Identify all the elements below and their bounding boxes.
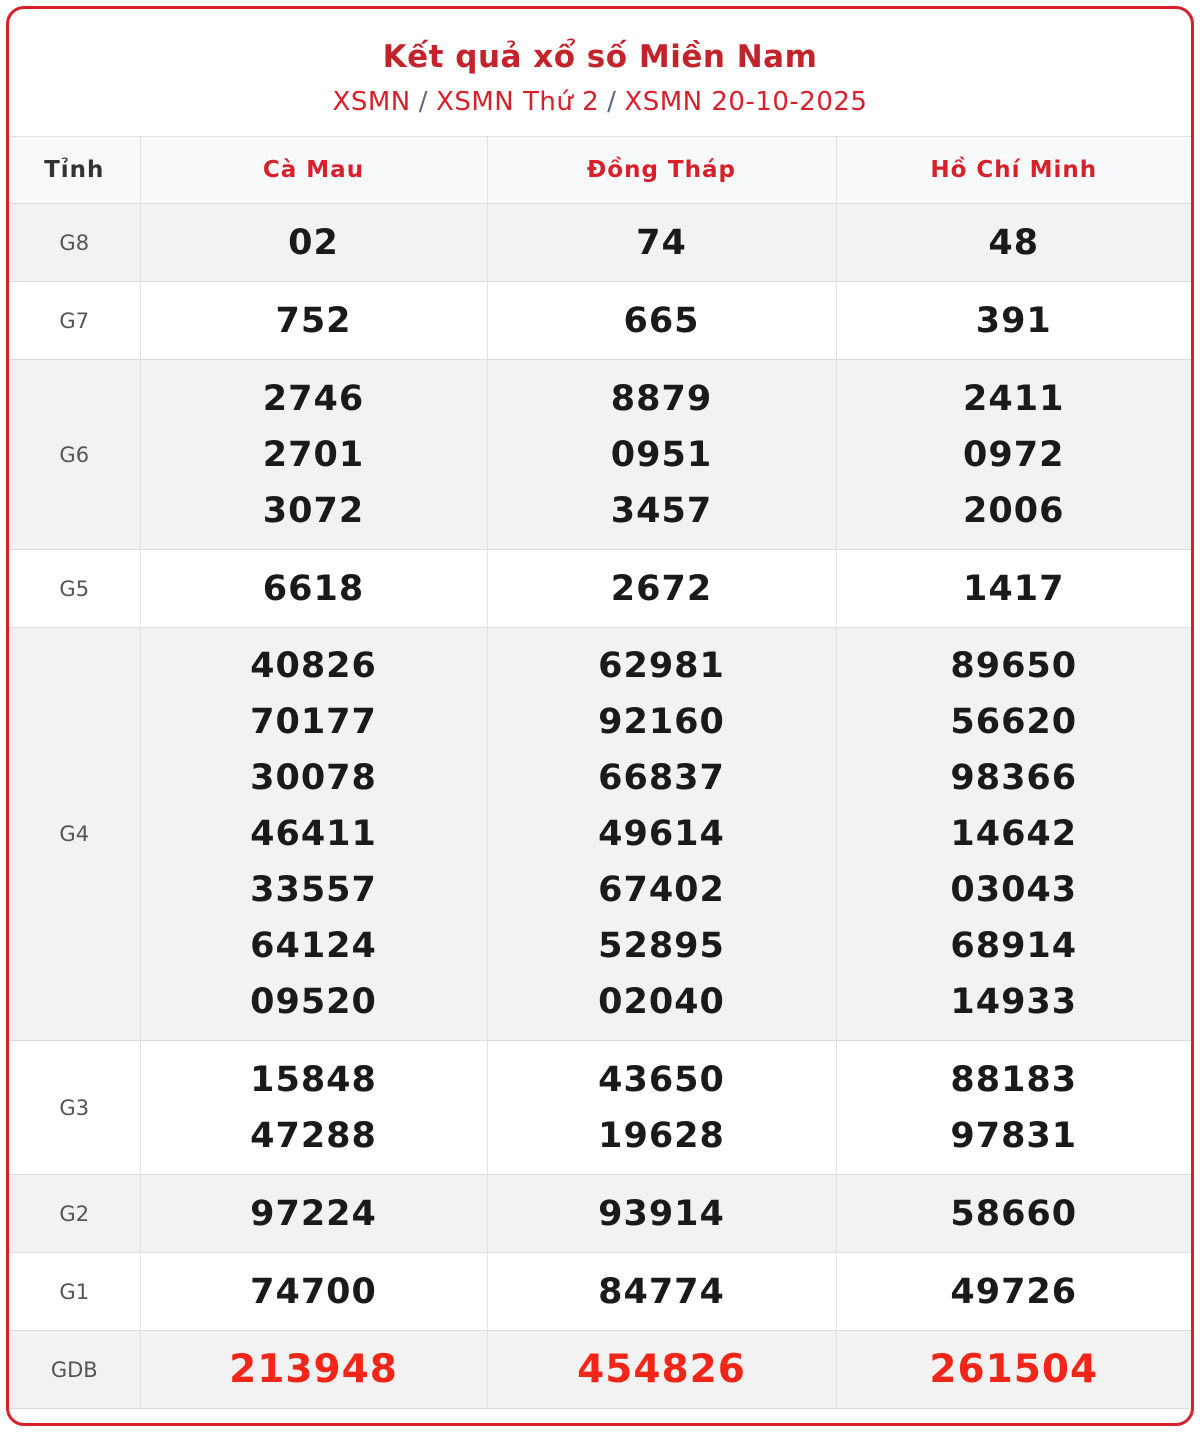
prize-cell <box>140 1175 487 1253</box>
prize-cell <box>140 550 487 628</box>
prize-cell <box>487 1175 836 1253</box>
prize-number: 2672 <box>610 568 713 609</box>
province-header-dong-thap[interactable]: Đồng Tháp <box>487 137 836 204</box>
breadcrumb-link-xsmn-date[interactable]: XSMN 20-10-2025 <box>624 87 868 117</box>
prize-number: 49614 <box>598 814 725 854</box>
prize-cell <box>140 282 487 360</box>
prize-cell <box>140 1041 487 1175</box>
prize-number: 2006 <box>963 490 1065 531</box>
prize-number: 8879 <box>610 378 713 419</box>
prize-number: 89650 <box>950 646 1078 686</box>
prize-row-g3 <box>9 1041 1191 1175</box>
prize-number: 1417 <box>963 568 1065 609</box>
prize-number: 56620 <box>950 702 1078 742</box>
prize-label: G5 <box>9 550 140 628</box>
prize-number: 48 <box>988 222 1040 263</box>
prize-cell <box>836 1331 1191 1409</box>
prize-cell <box>487 1331 836 1409</box>
prize-cell <box>836 1175 1191 1253</box>
province-header-ca-mau[interactable]: Cà Mau <box>140 137 487 204</box>
prize-row-g6 <box>9 360 1191 550</box>
prize-number: 92160 <box>598 702 725 742</box>
prize-label: G7 <box>9 282 140 360</box>
prize-row-g5 <box>9 550 1191 628</box>
breadcrumb-link-xsmn[interactable]: XSMN <box>332 87 411 117</box>
prize-number: 40826 <box>250 646 377 686</box>
breadcrumb-separator: / <box>607 87 617 117</box>
prize-cell <box>487 282 836 360</box>
prize-number: 0951 <box>610 434 713 475</box>
prize-cell <box>836 204 1191 282</box>
prize-number: 74 <box>636 222 687 263</box>
prize-number: 68914 <box>950 926 1078 966</box>
special-prize-number: 213948 <box>229 1346 398 1392</box>
prize-number: 09520 <box>250 982 377 1022</box>
prize-number: 2411 <box>963 378 1065 419</box>
prize-number: 49726 <box>950 1271 1078 1312</box>
prize-cell <box>487 1041 836 1175</box>
prize-cell <box>836 628 1191 1041</box>
results-header <box>9 9 1191 137</box>
prize-cell <box>140 628 487 1041</box>
breadcrumb <box>9 85 1191 119</box>
prize-cell <box>836 550 1191 628</box>
prize-number: 66837 <box>598 758 725 798</box>
prize-number: 665 <box>623 300 700 341</box>
prize-number: 14642 <box>950 814 1078 854</box>
special-prize-number: 261504 <box>929 1346 1099 1392</box>
prize-number: 0972 <box>963 434 1065 475</box>
province-header-ho-chi-minh[interactable]: Hồ Chí Minh <box>836 137 1191 204</box>
prize-number: 67402 <box>598 870 725 910</box>
page-title: Kết quả xổ số Miền Nam <box>382 39 818 75</box>
prize-number: 58660 <box>950 1193 1078 1234</box>
breadcrumb-link-xsmn-thu-2[interactable]: XSMN Thứ 2 <box>436 87 600 117</box>
table-header-row <box>9 137 1191 204</box>
province-column-header: Tỉnh <box>9 137 140 204</box>
prize-number: 02 <box>288 222 339 263</box>
prize-cell <box>487 360 836 550</box>
prize-cell <box>140 1331 487 1409</box>
prize-number: 3072 <box>262 490 365 531</box>
prize-cell <box>836 282 1191 360</box>
prize-number: 02040 <box>598 982 725 1022</box>
prize-number: 30078 <box>250 758 377 798</box>
prize-cell <box>487 628 836 1041</box>
prize-label: G3 <box>9 1041 140 1175</box>
prize-label: G8 <box>9 204 140 282</box>
prize-number: 88183 <box>950 1059 1078 1100</box>
prize-number: 62981 <box>598 646 725 686</box>
prize-number: 47288 <box>250 1115 377 1156</box>
prize-cell <box>487 204 836 282</box>
prize-label: G4 <box>9 628 140 1041</box>
prize-number: 97224 <box>250 1193 377 1234</box>
results-card <box>6 6 1194 1426</box>
prize-number: 64124 <box>250 926 377 966</box>
prize-cell <box>836 360 1191 550</box>
prize-label: G6 <box>9 360 140 550</box>
prize-number: 97831 <box>950 1115 1078 1156</box>
prize-label: GDB <box>9 1331 140 1409</box>
prize-number: 15848 <box>250 1059 377 1100</box>
prize-number: 46411 <box>250 814 377 854</box>
results-table <box>9 137 1191 1409</box>
prize-number: 2701 <box>262 434 365 475</box>
prize-number: 6618 <box>262 568 365 609</box>
prize-number: 43650 <box>598 1059 725 1100</box>
prize-row-g2 <box>9 1175 1191 1253</box>
prize-cell <box>836 1253 1191 1331</box>
prize-number: 3457 <box>610 490 713 531</box>
prize-number: 93914 <box>598 1193 725 1234</box>
prize-row-g7 <box>9 282 1191 360</box>
prize-cell <box>487 550 836 628</box>
prize-number: 14933 <box>950 982 1078 1022</box>
prize-number: 391 <box>975 300 1052 341</box>
prize-cell <box>140 1253 487 1331</box>
breadcrumb-separator: / <box>418 87 429 117</box>
prize-number: 752 <box>275 300 352 341</box>
prize-label: G1 <box>9 1253 140 1331</box>
prize-number: 19628 <box>598 1115 725 1156</box>
prize-row-gdb <box>9 1331 1191 1409</box>
prize-number: 2746 <box>262 378 365 419</box>
prize-number: 52895 <box>598 926 725 966</box>
prize-number: 33557 <box>250 870 377 910</box>
prize-row-g8 <box>9 204 1191 282</box>
prize-table-body <box>9 204 1191 1409</box>
prize-row-g1 <box>9 1253 1191 1331</box>
special-prize-number: 454826 <box>577 1346 746 1392</box>
prize-number: 70177 <box>250 702 377 742</box>
prize-cell <box>836 1041 1191 1175</box>
prize-number: 74700 <box>250 1271 377 1312</box>
prize-cell <box>487 1253 836 1331</box>
prize-number: 03043 <box>950 870 1078 910</box>
prize-number: 98366 <box>950 758 1078 798</box>
prize-row-g4 <box>9 628 1191 1041</box>
prize-cell <box>140 360 487 550</box>
prize-cell <box>140 204 487 282</box>
prize-number: 84774 <box>598 1271 725 1312</box>
prize-label: G2 <box>9 1175 140 1253</box>
